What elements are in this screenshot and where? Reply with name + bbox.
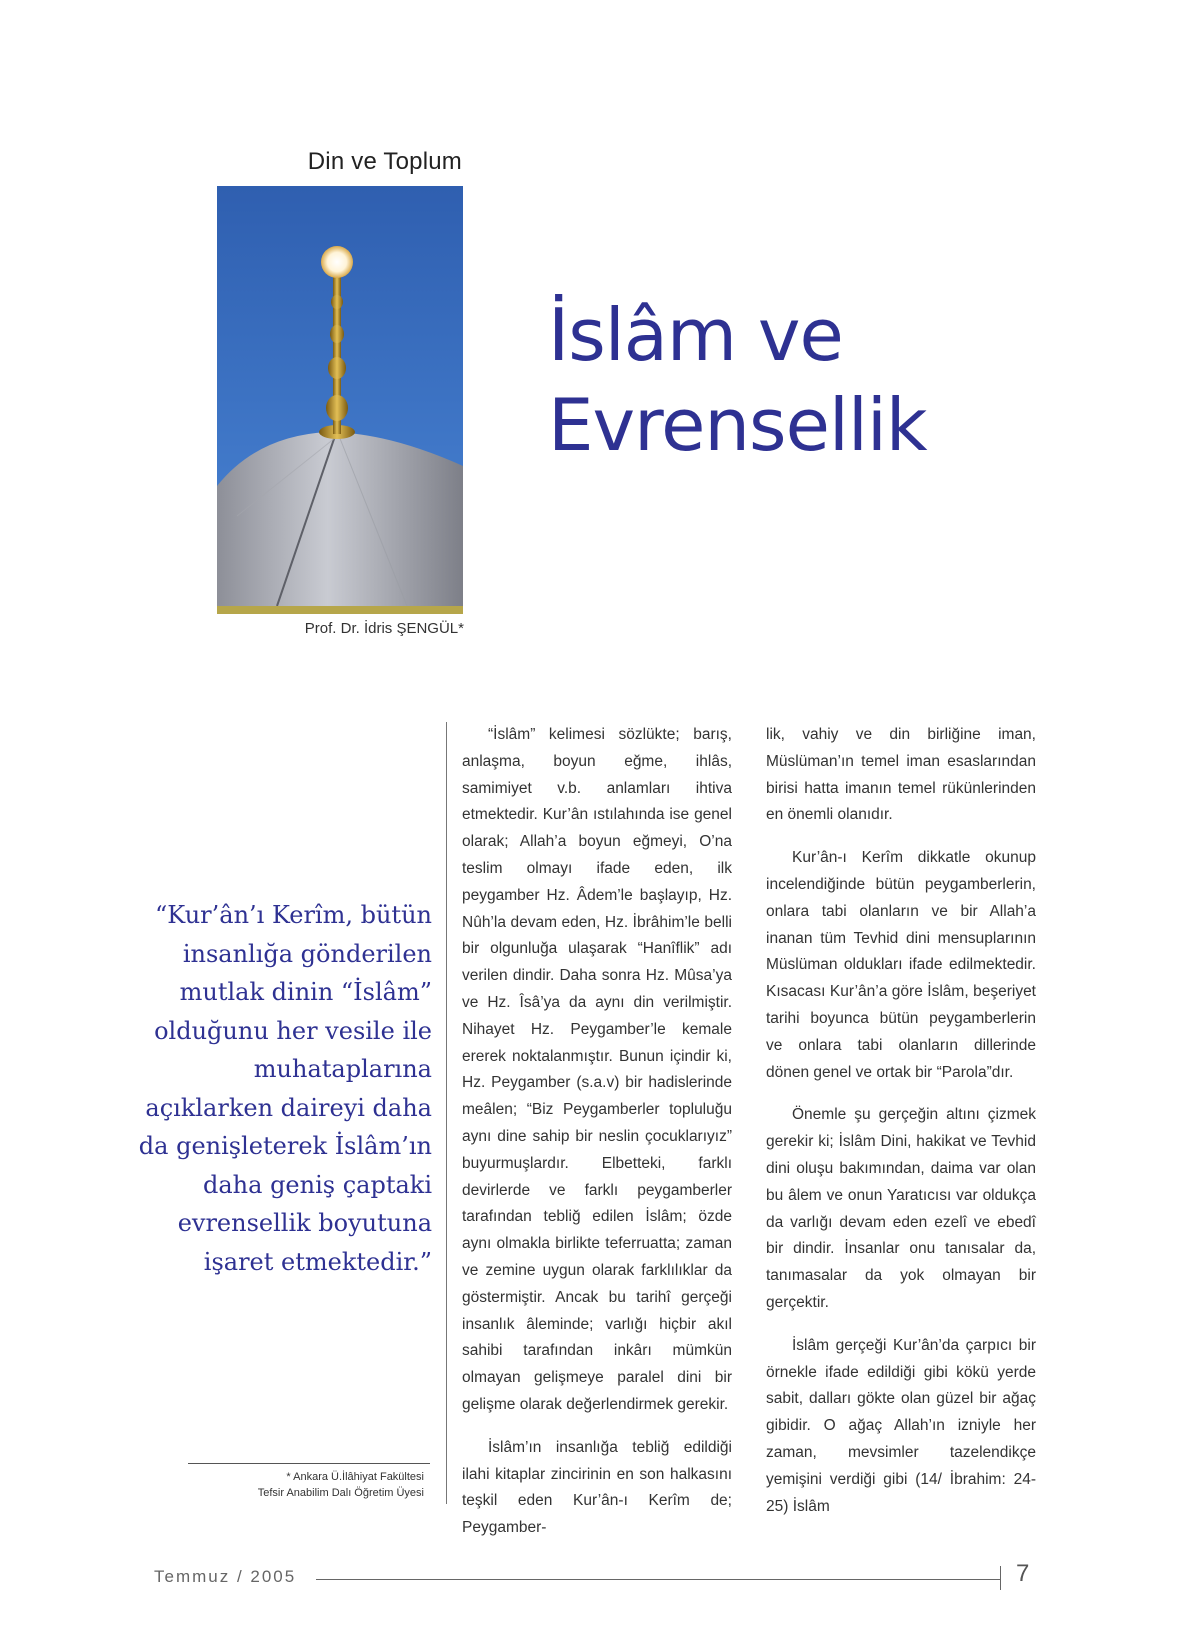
title-line-1: İslâm ve xyxy=(548,293,843,377)
paragraph: İslâm gerçeği Kur’ân’da çarpıcı bir örnekle ifade edildiği gibi kökü yerde sabit, dalları gökte olan güzel bir ağaç gibidir. O ağaç Allah’ın izniyle her zaman, mevsimler tazelendikçe yemişini verdiği gibi (14/ İbrahim: 24-25) İslâm xyxy=(766,1336,1036,1515)
column-divider xyxy=(446,722,447,1504)
issue-date: Temmuz / 2005 xyxy=(154,1567,297,1586)
footer-rule xyxy=(316,1579,1000,1580)
paragraph: Önemle şu gerçeğin altını çizmek gerekir ki; İslâm Dini, hakikat ve Tevhid dini oluşu bakımından, daima var olan bu âlem ve onun Yaratıcısı var oldukça da varlığı devam eden ezelî ve ebedî bir dindir. İnsanlar onu tanısalar da, tanımasalar da yok olmayan bir gerçektir. xyxy=(766,1106,1036,1311)
section-label: Din ve Toplum xyxy=(307,148,462,175)
body-column-1 xyxy=(462,722,732,1558)
footnote-line-1: * Ankara Ü.İlâhiyat Fakültesi xyxy=(286,1471,424,1483)
body-column-2 xyxy=(766,722,1036,1536)
paragraph: “İslâm” kelimesi sözlükte; barış, anlaşma, boyun eğme, ihlâs, samimiyet v.b. anlamları ihtiva etmektedir. Kur’ân ıstılahında ise genel olarak; Allah’a boyun eğmeyi, O’na teslim olmayı ifade eden, ilk peygamber Hz. Âdem’le başlayıp, Hz. Nûh’la devam eden, Hz. İbrâhim’le belli bir olgunluğa ulaşarak “Hanîflik” adı verilen dindir. Daha sonra Hz. Mûsa’ya ve Hz. Îsâ’ya da aynı din verilmiştir. Nihayet Hz. Peygamber’le kemale ererek noktalanmıştır. Bunun içindir ki, Hz. Peygamber (s.a.v) bir hadislerinde meâlen; “Biz Peygamberler topluluğu aynı dine sahip bir neslin çocuklarıyız” buyurmuşlardır. Elbetteki, farklı devirlerde ve farklı peygamberler tarafından tebliğ edilen İslâm; özde aynı olmakla birlikte teferruatta; zaman ve zemine uygun olarak farklılıklar da göstermiştir. Ancak bu tarihî gerçeği insanlık âleminde; varlığı hiçbir akıl sahibi tarafından inkârı mümkün olmayan gelişmeye paralel dini bir gelişme olarak değerlendirmek gerekir. xyxy=(462,726,732,1413)
footnote-line-2: Tefsir Anabilim Dalı Öğretim Üyesi xyxy=(257,1487,424,1499)
footnote-rule xyxy=(188,1463,430,1464)
author-name: Prof. Dr. İdris ŞENGÜL* xyxy=(304,620,464,637)
footer-tick xyxy=(1000,1566,1001,1590)
title-line-2: Evrensellik xyxy=(548,383,927,467)
paragraph: lik, vahiy ve din birliğine iman, Müslüman’ın temel iman esaslarından birisi hatta imanın temel rükünlerinden en önemli olanıdır. xyxy=(766,726,1036,824)
paragraph: İslâm’ın insanlığa tebliğ edildiği ilahi kitaplar zincirinin en son halkasını teşkil eden Kur’ân-ı Kerîm de; Peygamber- xyxy=(462,1438,732,1537)
page-number: 7 xyxy=(1016,1560,1030,1587)
footnote xyxy=(200,1469,424,1501)
article-title xyxy=(548,290,1108,470)
pull-quote: “Kur’ân’ı Kerîm, bütün insanlığa gönderilen mutlak dinin “İslâm” olduğunu her vesile ile muhataplarına açıklarken daireyi daha da genişleterek İslâm’ın daha geniş çaptaki evrensellik boyutuna işaret etmektedir.” xyxy=(138,901,432,1276)
dome-finial-photo xyxy=(217,186,463,614)
paragraph: Kur’ân-ı Kerîm dikkatle okunup incelendiğinde bütün peygamberlerin, onlara tabi olanların ve bir Allah’a inanan tüm Tevhid dini mensuplarının Müslüman oldukları ifade edilmektedir. Kısacası Kur’ân’a göre İslâm, beşeriyet tarihi boyunca bütün peygamberlerin ve onlara tabi olanların dillerinde dönen genel ve ortak bir “Parola”dır. xyxy=(766,849,1036,1081)
